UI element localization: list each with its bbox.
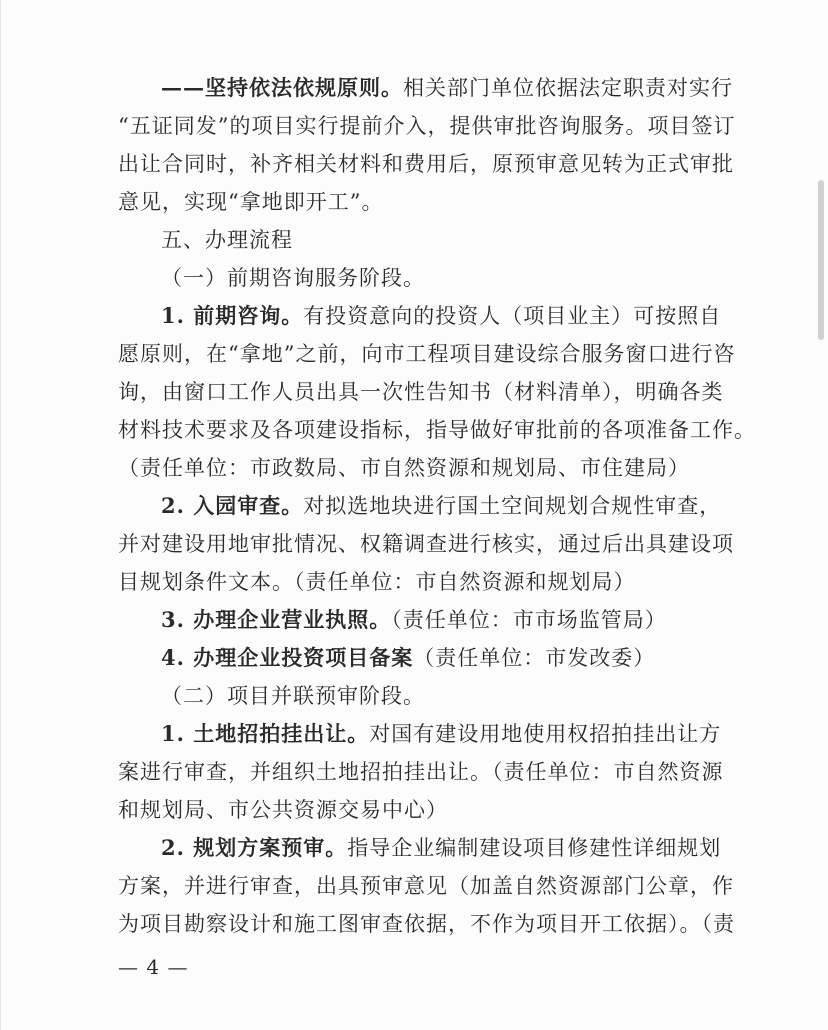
text-line xyxy=(161,74,793,102)
line-text: 为项目勘察设计和施工图审查依据，不作为项目开工依据）。（责 xyxy=(118,912,735,936)
line-text: （责任单位：市政数局、市自然资源和规划局、市住建局） xyxy=(118,456,690,480)
text-line xyxy=(161,834,793,862)
line-text: （责任单位：市市场监管局） xyxy=(391,608,667,632)
text-line xyxy=(118,454,750,482)
line-text: 愿原则，在“拿地”之前，向市工程项目建设综合服务窗口进行咨 xyxy=(118,342,736,366)
text-line xyxy=(118,796,750,824)
bold-heading: ——坚持依法依规原则。 xyxy=(161,75,403,100)
text-line xyxy=(118,188,750,216)
text-line xyxy=(161,302,793,330)
line-text: 并对建设用地审批情况、权籍调查进行核实，通过后出具建设项 xyxy=(118,532,734,556)
line-text: 方案，并进行审查，出具预审意见（加盖自然资源部门公章，作 xyxy=(118,874,734,898)
line-text: 对国有建设用地使用权招拍挂出让方 xyxy=(369,722,722,746)
page-number: — 4 — xyxy=(118,955,189,979)
scrollbar[interactable] xyxy=(818,150,824,350)
line-text: 出让合同时，补齐相关材料和费用后，原预审意见转为正式审批 xyxy=(118,152,734,176)
text-line xyxy=(118,910,750,938)
text-line xyxy=(118,530,750,558)
line-text: （责任单位：市发改委） xyxy=(413,646,656,670)
line-text: （一）前期咨询服务阶段。 xyxy=(161,266,425,290)
line-text: 询，由窗口工作人员出具一次性告知书（材料清单），明确各类 xyxy=(118,380,724,404)
line-text: 相关部门单位依据法定职责对实行 xyxy=(403,76,733,100)
text-line xyxy=(118,758,750,786)
line-text: （二）项目并联预审阶段。 xyxy=(161,684,425,708)
scrollbar-thumb[interactable] xyxy=(818,180,824,340)
bold-heading: 2. 入园审查。 xyxy=(161,493,304,518)
line-text: 案进行审查，并组织土地招拍挂出让。（责任单位：市自然资源 xyxy=(118,760,724,784)
subsection-heading xyxy=(161,264,793,292)
bold-heading: 2. 规划方案预审。 xyxy=(161,835,348,860)
bold-heading: 1. 土地招拍挂出让。 xyxy=(161,721,370,746)
line-text: 目规划条件文本。（责任单位：市自然资源和规划局） xyxy=(118,570,636,594)
line-text: 对拟选地块进行国土空间规划合规性审查， xyxy=(303,494,722,518)
line-text: 材料技术要求及各项建设指标，指导做好审批前的各项准备工作。 xyxy=(118,418,756,442)
text-line xyxy=(118,340,750,368)
text-line xyxy=(118,416,756,444)
line-text: 指导企业编制建设项目修建性详细规划 xyxy=(347,836,722,860)
text-line xyxy=(161,644,793,672)
text-line xyxy=(161,492,793,520)
text-line xyxy=(118,378,750,406)
text-line xyxy=(118,150,750,178)
text-line xyxy=(118,112,750,140)
text-line xyxy=(161,606,793,634)
line-text: 意见，实现“拿地即开工”。 xyxy=(118,190,384,214)
bold-heading: 1. 前期咨询。 xyxy=(161,303,304,328)
bold-heading: 4. 办理企业投资项目备案 xyxy=(161,645,414,670)
line-text: 和规划局、市公共资源交易中心） xyxy=(118,798,448,822)
bold-heading: 3. 办理企业营业执照。 xyxy=(161,607,392,632)
text-line xyxy=(118,872,750,900)
line-text: 有投资意向的投资人（项目业主）可按照自 xyxy=(303,304,722,328)
text-line xyxy=(118,568,750,596)
subsection-heading xyxy=(161,682,793,710)
section-heading xyxy=(161,226,793,254)
line-text: “五证同发”的项目实行提前介入，提供审批咨询服务。项目签订 xyxy=(118,114,736,138)
text-line xyxy=(161,720,793,748)
line-text: 五、办理流程 xyxy=(161,228,293,252)
